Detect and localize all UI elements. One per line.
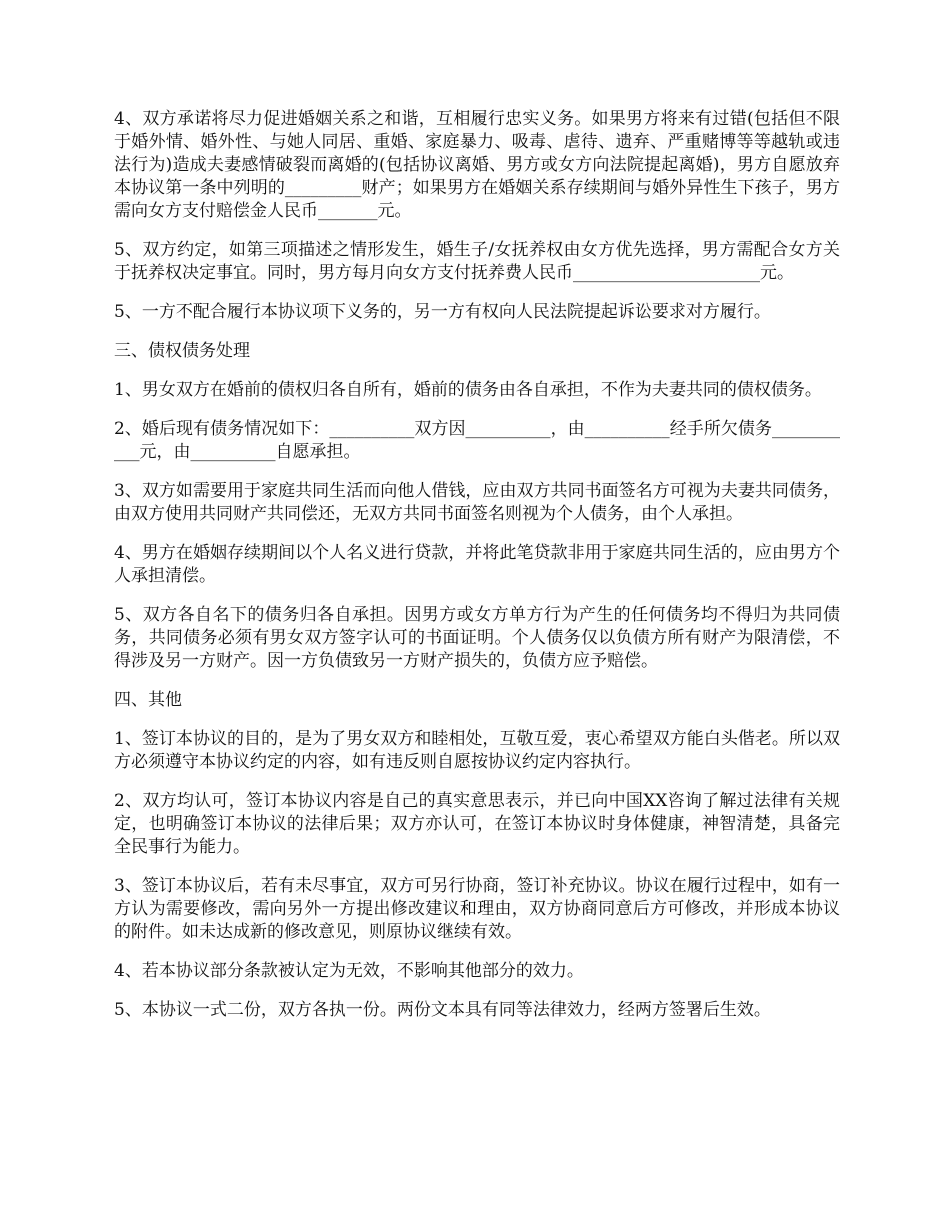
clause-acknowledgement: 2、双方均认可，签订本协议内容是自己的真实意思表示，并已向中国XX咨询了解过法律有关规定，也明确签订本协议的法律后果；双方亦认可，在签订本协议时身体健康，神智清楚，具备完全民事行为能力。: [114, 791, 840, 857]
clause-personal-loans: 4、男方在婚姻存续期间以个人名义进行贷款，并将此笔贷款非用于家庭共同生活的，应由男方个人承担清偿。: [114, 543, 840, 586]
clause-borrowing: 3、双方如需要用于家庭共同生活而向他人借钱，应由双方共同书面签名方可视为夫妻共同债务，由双方使用共同财产共同偿还，无双方共同书面签名则视为个人债务，由个人承担。: [114, 481, 840, 524]
section-heading-other: 四、其他: [114, 690, 182, 710]
section-heading-debts: 三、债权债务处理: [114, 341, 250, 361]
clause-fidelity: 4、双方承诺将尽力促进婚姻关系之和谐，互相履行忠实义务。如果男方将来有过错(包括但不限于婚外情、婚外性、与她人同居、重婚、家庭暴力、吸毒、虐待、遗弃、严重赌博等等越轨或违法行为)造成夫妻感情破裂而离婚的(包括协议离婚、男方或女方向法院提起离婚)，男方自愿放弃本协议第一条中列明的_________财产；如果男方在婚姻关系存续期间与婚外异性生下孩子，男方需向女方支付赔偿金人民币_______元。: [114, 109, 840, 221]
clause-copies: 5、本协议一式二份，双方各执一份。两份文本具有同等法律效力，经两方签署后生效。: [114, 1000, 771, 1020]
clause-existing-debts: 2、婚后现有债务情况如下：__________双方因__________，由__________经手所欠债务___________元，由__________自愿承担。: [114, 419, 840, 462]
clause-amendments: 3、签订本协议后，若有未尽事宜，双方可另行协商，签订补充协议。协议在履行过程中，如有一方认为需要修改，需向另外一方提出修改建议和理由，双方协商同意后方可修改，并形成本协议的附件。如未达成新的修改意见，则原协议继续有效。: [114, 876, 840, 942]
clause-individual-debts: 5、双方各自名下的债务归各自承担。因男方或女方单方行为产生的任何债务均不得归为共同债务，共同债务必须有男女双方签字认可的书面证明。个人债务仅以负债方所有财产为限清偿，不得涉及另一方财产。因一方负债致另一方财产损失的，负债方应予赔偿。: [114, 605, 840, 671]
clause-premarital-debts: 1、男女双方在婚前的债权归各自所有，婚前的债务由各自承担，不作为夫妻共同的债权债务。: [114, 380, 822, 400]
clause-enforcement: 5、一方不配合履行本协议项下义务的，另一方有权向人民法院提起诉讼要求对方履行。: [114, 302, 771, 322]
clause-severability: 4、若本协议部分条款被认定为无效，不影响其他部分的效力。: [114, 961, 584, 981]
clause-custody: 5、双方约定，如第三项描述之情形发生，婚生子/女抚养权由女方优先选择，男方需配合女方关于抚养权决定事宜。同时，男方每月向女方支付抚养费人民币______________________元。: [114, 240, 840, 283]
clause-purpose: 1、签订本协议的目的，是为了男女双方和睦相处，互敬互爱，衷心希望双方能白头偕老。所以双方必须遵守本协议约定的内容，如有违反则自愿按协议约定内容执行。: [114, 729, 840, 772]
document-page: [114, 108, 840, 1038]
